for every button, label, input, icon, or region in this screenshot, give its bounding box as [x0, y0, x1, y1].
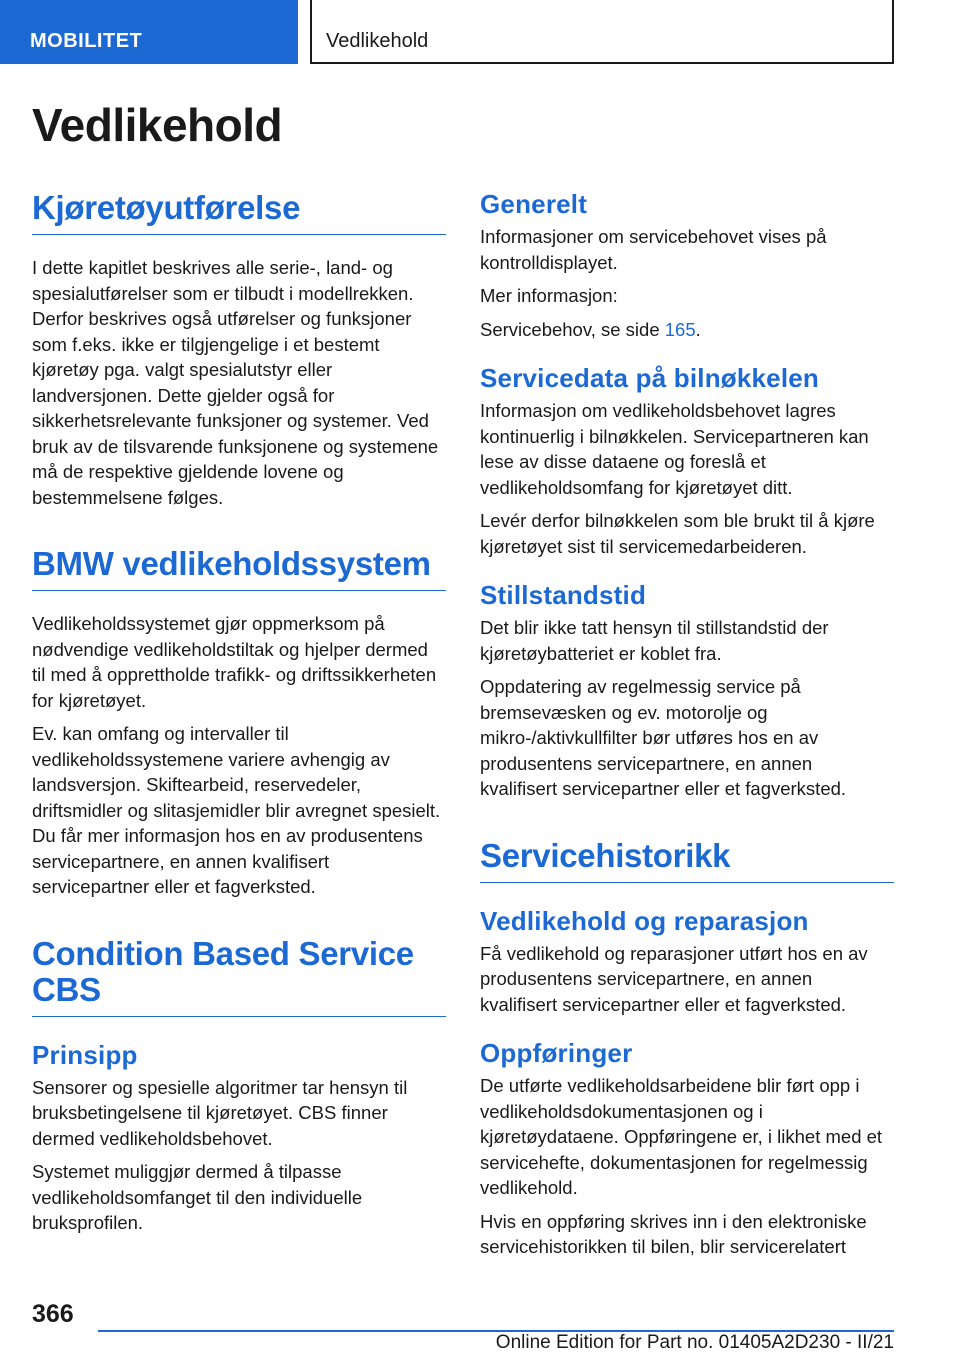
paragraph: Mer informasjon: — [480, 285, 618, 306]
heading-generelt: Generelt — [480, 189, 588, 219]
paragraph: Informasjoner om servicebehovet vises på kontrolldisplayet. — [480, 226, 827, 273]
paragraph: Informasjon om vedlikeholdsbehovet lagres kontinuerlig i bilnøkkelen. Servicepartneren kan lese av disse dataene og foreslå et vedlikeholdsomfang for kjøretøyet ditt. — [480, 400, 869, 498]
paragraph: De utførte vedlikeholdsarbeidene blir ført opp i vedlikeholdsdokumentasjonen og i kjøretøydataene. Oppføringene er, i likhet med et servicehefte, dokumentasjonen for regelmessig vedlikehold. — [480, 1075, 883, 1198]
paragraph: Det blir ikke tatt hensyn til stillstandstid der kjøretøybatteriet er koblet fra. — [480, 617, 829, 664]
reference-text: Servicebehov, se side — [480, 318, 665, 340]
heading-stillstandstid: Stillstandstid — [480, 580, 647, 610]
heading-cbs: Condition Based Service CBS — [32, 936, 446, 1017]
paragraph: Levér derfor bilnøkkelen som ble brukt til å kjøre kjøretøyet sist til servicemedarbeideren. — [480, 510, 875, 557]
edition-note: Online Edition for Part no. 01405A2D230 - II/21 — [495, 1332, 894, 1353]
reference-end: . — [695, 318, 701, 340]
section-tab: MOBILITET — [0, 0, 298, 64]
page-link[interactable]: 165 — [664, 318, 696, 340]
paragraph: Ev. kan omfang og intervaller til vedlikeholdssystemene variere avhengig av landsversjon. Skiftearbeid, reservedeler, driftsmidler og slitasjemidler blir avregnet spesielt. Du får mer informasjon hos en av produsentens servicepartnere, en annen kvalifisert servicepartner eller et fagverksted. — [32, 723, 441, 897]
paragraph: Hvis en oppføring skrives inn i den elektroniske servicehistorikken til bilen, blir servicerelatert — [480, 1210, 867, 1257]
right-column — [480, 188, 894, 1268]
paragraph: Få vedlikehold og reparasjoner utført hos en av produsentens servicepartnere, en annen kvalifisert servicepartner eller et fagverksted. — [480, 942, 868, 1015]
heading-prinsipp: Prinsipp — [32, 1039, 138, 1070]
heading-vedlikehold-og-reparasjon: Vedlikehold og reparasjon — [480, 905, 809, 936]
heading-oppforinger: Oppføringer — [480, 1038, 633, 1068]
paragraph: Vedlikeholdssystemet gjør oppmerksom på nødvendige vedlikeholdstiltak og hjelper dermed til med å opprettholde trafikk- og driftssikkerheten for kjøretøyet. — [32, 613, 437, 711]
paragraph: I dette kapitlet beskrives alle serie-, land- og spesialutførelser som er tilbudt i modellrekken. Derfor beskrives også utførelser og funksjoner som f.eks. ikke er tilgjengelige i et bestemt kjøretøy pga. valgt spesialutstyr eller landversjonen. Dette gjelder også for sikkerhetsrelevante funksjoner og systemer. Ved bruk av de tilsvarende funksjonene og systemene må de respektive gjeldende lovene og bestemmelsene følges. — [32, 257, 439, 508]
page-title: Vedlikehold — [32, 99, 283, 151]
heading-servicedata: Servicedata på bilnøkkelen — [480, 363, 820, 393]
left-column — [32, 190, 446, 1244]
paragraph: Sensorer og spesielle algoritmer tar hensyn til bruksbetingelsene til kjøretøyet. CBS finner dermed vedlikeholdsbehovet. — [32, 1076, 408, 1149]
page-number: 366 — [32, 1300, 74, 1328]
cross-reference — [480, 317, 894, 343]
heading-bmw-vedlikeholdssystem: BMW vedlikeholdssystem — [32, 546, 446, 591]
paragraph: Systemet muliggjør dermed å tilpasse vedlikeholdsomfanget til den individuelle bruksprofilen. — [32, 1161, 363, 1233]
paragraph: Oppdatering av regelmessig service på bremsevæsken og ev. motorolje og mikro-/aktivkullfilter bør utføres hos en av produsentens servicepartnere, en annen kvalifisert servicepartner eller et fagverksted. — [480, 676, 847, 799]
heading-servicehistorikk: Servicehistorikk — [480, 838, 894, 883]
heading-kjoretoyutforelse: Kjøretøyutførelse — [32, 190, 446, 235]
chapter-tab: Vedlikehold — [310, 0, 894, 64]
